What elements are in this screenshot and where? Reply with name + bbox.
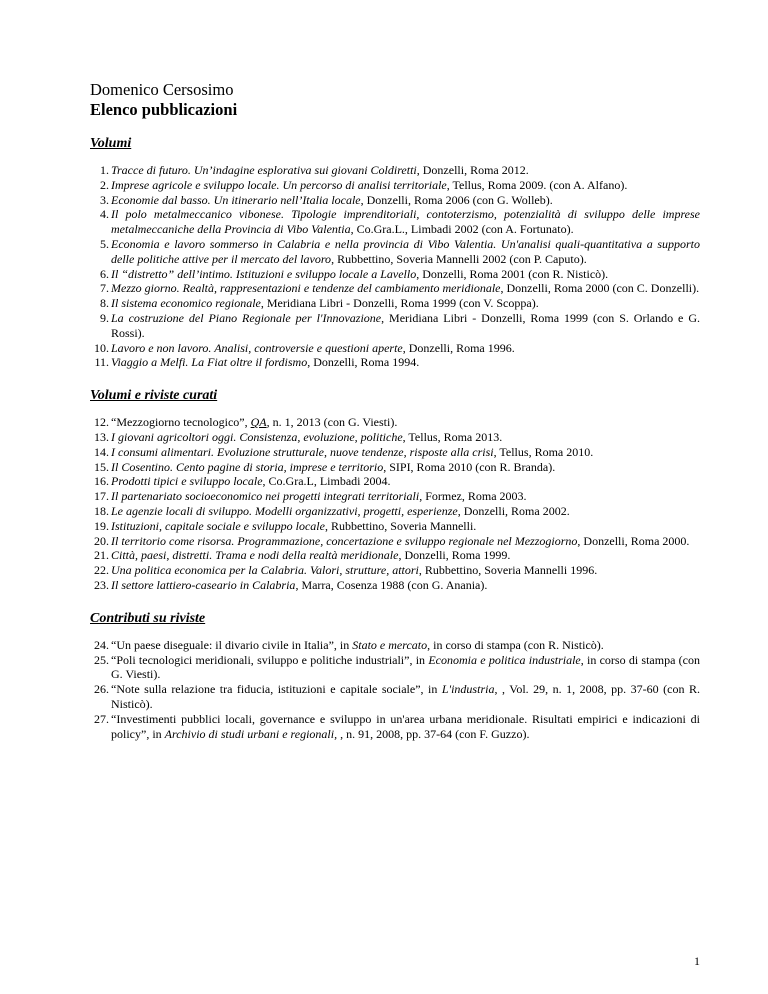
entry-number: 2 . [90,178,109,193]
entry-details: , Rubbettino, Soveria Mannelli. [324,518,477,533]
entry-number: 3 . [90,193,109,208]
publication-entry [90,548,700,563]
entry-details: , Donzelli, Roma 2006 (con G. Wolleb). [360,192,553,207]
entry-number: 14 . [90,445,109,460]
publication-entry [90,445,700,460]
entry-details: , Co.Gra.L., Limbadi 2002 (con A. Fortunato). [350,222,574,237]
entry-title: Una politica economica per la Calabria. Valori, strutture, attori [111,563,419,578]
publication-entry [90,163,700,178]
publication-entry [90,474,700,489]
entry-details: , SIPI, Roma 2010 (con R. Branda). [383,459,556,474]
entry-title: Istituzioni, capitale sociale e sviluppo locale [111,518,325,533]
entry-details: , in corso di stampa (con G. Viesti). [111,652,700,682]
entry-title: La costruzione del Piano Regionale per l'Innovazione [111,310,382,325]
entry-number: 21 . [90,548,109,563]
entry-title: Prodotti tipici e sviluppo locale [111,474,263,489]
entry-number: 4 . [90,207,109,222]
entry-details: , Donzelli, Roma 2001 (con R. Nisticò). [416,266,609,281]
entry-number: 26 . [90,682,109,697]
publication-entry [90,355,700,370]
entry-title: Il “distretto” dell’intimo. Istituzioni e sviluppo locale a Lavello [111,266,417,281]
publication-entry [90,237,700,267]
section-heading: Volumi [90,136,132,151]
entry-number: 19 . [90,519,109,534]
entry-number: 25 . [90,653,109,668]
entry-title: Il Cosentino. Cento pagine di storia, imprese e territorio [111,459,384,474]
entry-details: , Tellus, Roma 2013. [402,429,503,444]
entry-number: 13 . [90,430,109,445]
author-name: Domenico Cersosimo [90,80,234,99]
entry-details: , Tellus, Roma 2010. [493,444,594,459]
entry-number: 10 . [90,341,109,356]
publication-entry [90,296,700,311]
publication-entry [90,311,700,341]
entry-number: 9 . [90,311,109,326]
entry-details: , Rubbettino, Soveria Mannelli 2002 (con P. Caputo). [331,251,587,266]
entry-details: , Donzelli, Roma 1996. [402,340,515,355]
publication-entry [90,504,700,519]
publication-entry [90,267,700,282]
entry-journal-name: QA [250,415,267,430]
entry-title: Economie dal basso. Un itinerario nell’Italia locale [111,192,361,207]
entry-details: , , Vol. 29, n. 1, 2008, pp. 37-60 (con R. Nisticò). [111,682,700,711]
entry-title: Tracce di futuro. Un’indagine esplorativa sui giovani Coldiretti [111,163,417,177]
publication-entry [90,281,700,296]
section-heading: Volumi e riviste curati [90,388,218,404]
entry-article-title: “Note sulla relazione tra fiducia, istituzioni e capitale sociale”, in [111,682,442,697]
publication-entry [90,207,700,237]
publication-list [90,415,700,593]
publication-entry [90,653,700,683]
entry-number: 11 . [90,355,109,370]
entry-title: Il polo metalmeccanico vibonese. Tipologie imprenditoriali, contoterzismo, potenzialità di sviluppo delle imprese metalmeccaniche della Provincia di Vibo Valentia [111,207,700,237]
entry-title: Stato e mercato [352,637,428,652]
publication-entry [90,460,700,475]
entry-title: Il sistema economico regionale [111,296,261,311]
entry-title: Il territorio come risorsa. Programmazione, concertazione e sviluppo regionale nel Mezzogiorno [111,533,578,548]
entry-title: Economia e politica industriale [428,652,581,667]
entry-details: , Donzelli, Roma 1994. [307,355,420,370]
entry-title: Economia e lavoro sommerso in Calabria e nella provincia di Vibo Valentia. Un'analisi quali-quantitativa a supporto delle politiche attive per il mercato del lavoro [111,236,700,266]
publication-entry [90,534,700,549]
entry-details: , n. 91, 2008, pp. 37-64 (con F. Guzzo). [337,726,530,741]
entry-number: 24 . [90,638,109,653]
entry-title: L'industria [441,682,495,697]
entry-number: 15 . [90,460,109,475]
publication-entry [90,430,700,445]
publication-entry [90,682,700,712]
entry-details: , Donzelli, Roma 2000 (con C. Donzelli). [500,281,700,296]
entry-details: , Meridiana Libri - Donzelli, Roma 1999 (con V. Scoppa). [260,296,539,311]
entry-details: , Donzelli, Roma 1999. [398,548,511,563]
publication-entry [90,578,700,593]
entry-number: 6 . [90,267,109,282]
entry-number: 20 . [90,534,109,549]
publication-entry [90,563,700,578]
entry-title: Mezzo giorno. Realtà, rappresentazioni e tendenze del cambiamento meridionale [111,281,501,296]
entry-number: 12 . [90,415,109,430]
entry-details: , Donzelli, Roma 2002. [457,503,570,518]
publication-sections [90,136,700,741]
entry-details: , Donzelli, Roma 2000. [577,533,690,548]
publication-entry [90,712,700,742]
entry-details: , Tellus, Roma 2009. (con A. Alfano). [446,177,628,192]
entry-article-title: “Investimenti pubblici locali, governance e sviluppo in un'area urbana meridionale. Risultati empirici e indicazioni di policy”, in [111,711,700,741]
entry-details: , Co.Gra.L, Limbadi 2004. [262,474,391,489]
entry-title: I consumi alimentari. Evoluzione strutturale, nuove tendenze, risposte alla crisi [111,444,494,459]
entry-article-title: “Poli tecnologici meridionali, sviluppo e politiche industriali”, in [111,652,429,667]
entry-details: , Meridiana Libri - Donzelli, Roma 1999 (con S. Orlando e G. Rossi). [111,310,700,340]
publication-entry [90,519,700,534]
entry-details: , Formez, Roma 2003. [419,489,527,504]
entry-number: 5 . [90,237,109,252]
entry-title: Archivio di studi urbani e regionali, [164,726,338,741]
entry-number: 27 . [90,712,109,727]
entry-number: 8 . [90,296,109,311]
page-number: 1 [694,954,700,968]
entry-title: Città, paesi, distretti. Trama e nodi della realtà meridionale [111,548,399,563]
document-page [90,80,700,741]
document-title: Elenco pubblicazioni [90,100,238,119]
entry-number: 16 . [90,474,109,489]
entry-article-title: “Mezzogiorno tecnologico”, [111,415,251,430]
section-heading: Contributi su riviste [90,610,206,626]
entry-article-title: “Un paese diseguale: il divario civile in Italia”, in [111,637,353,652]
entry-title: Il partenariato socioeconomico nei progetti integrati territoriali [111,489,420,504]
entry-number: 7 . [90,281,109,296]
entry-title: Lavoro e non lavoro. Analisi, controversie e questioni aperte [111,340,403,355]
publication-entry [90,193,700,208]
entry-number: 22 . [90,563,109,578]
publication-entry [90,178,700,193]
entry-number: 17 . [90,489,109,504]
entry-details: , n. 1, 2013 (con G. Viesti). [266,415,398,430]
entry-details: , Marra, Cosenza 1988 (con G. Anania). [295,577,488,592]
publication-list [90,638,700,742]
entry-title: I giovani agricoltori oggi. Consistenza, evoluzione, politiche [111,429,403,444]
entry-title: Le agenzie locali di sviluppo. Modelli organizzativi, progetti, esperienze [111,503,458,518]
entry-details: , Donzelli, Roma 2012. [416,163,529,177]
publication-entry [90,415,700,430]
entry-title: Viaggio a Melfi. La Fiat oltre il fordismo [111,355,308,370]
entry-title: Il settore lattiero-caseario in Calabria [111,577,296,592]
publication-entry [90,489,700,504]
entry-number: 1 . [90,163,109,178]
publication-list [90,163,700,370]
publication-entry [90,341,700,356]
publication-entry [90,638,700,653]
entry-title: Imprese agricole e sviluppo locale. Un percorso di analisi territoriale [111,177,447,192]
entry-number: 23 . [90,578,109,593]
entry-details: , in corso di stampa (con R. Nisticò). [427,637,604,652]
entry-details: , Rubbettino, Soveria Mannelli 1996. [418,563,598,578]
entry-number: 18 . [90,504,109,519]
